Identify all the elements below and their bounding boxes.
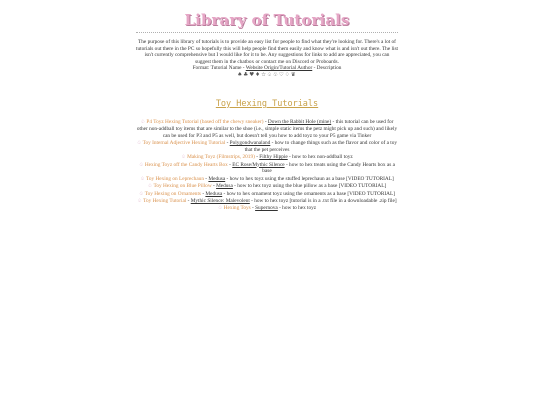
tutorial-name-link[interactable]: Toy Hexing Tutorial bbox=[143, 197, 187, 204]
star-icon: ♤ bbox=[137, 197, 142, 204]
page-title: Library of Tutorials bbox=[184, 11, 350, 29]
format-prefix: Format: Tutorial Name - bbox=[192, 65, 246, 72]
star-icon: ♤ bbox=[136, 139, 142, 146]
tutorial-author-link[interactable]: Mythic Silence: Malevolent bbox=[190, 197, 250, 204]
tutorial-author-link[interactable]: Medusa bbox=[205, 190, 223, 197]
tutorial-item: ♤ Toy Hexing on Blue Pillow - Medusa - how to hex toyz using the blue pillow as a base [VIDEO TUTORIAL] bbox=[147, 183, 387, 190]
tutorial-desc: - how to hex toyz [tutorial is in a .txt file in a downloadable .zip file] bbox=[249, 197, 397, 204]
tutorial-item: ♤ Toy Hexing on Leprechaun - Medusa - how to hex toyz using the stuffed leprechaun as a base [VIDEO TUTORIAL] bbox=[140, 175, 394, 182]
content-column bbox=[136, 10, 398, 212]
tutorial-desc: - how to hex toyz bbox=[277, 205, 317, 212]
tutorial-name-link[interactable]: Toy Hexing on Ornaments bbox=[144, 190, 201, 197]
format-suffix: - Description bbox=[312, 65, 342, 72]
tutorial-item bbox=[136, 205, 398, 211]
intro-text: The purpose of this library of tutorials is to provide an easy list for people to find what they're looking for. There's a lot of tutorials out there in the PC so hopefully this will help people find them easily and know what is and isn't out there. The list isn't currently comprehensive but I would like for it to be. Any suggestions for links to add are appreciated, you can suggest them in the chatbox or contact me on Discord or Proboards. bbox=[136, 39, 398, 65]
tutorial-desc: - how to hex toyz using the stuffed leprechaun as a base [VIDEO TUTORIAL] bbox=[225, 175, 394, 182]
tutorial-desc: - how to change things such as the flavor and color of a toy that the pet perceives bbox=[244, 139, 398, 153]
section-title: Toy Hexing Tutorials bbox=[215, 98, 319, 109]
star-icon: ♤ bbox=[140, 175, 145, 182]
tutorial-item: ♤ Toy Internal Adjective Hexing Tutorial - Polygondwanaland - how to change things such as the flavor and color of a toy that the pet perceives bbox=[136, 139, 398, 153]
format-line bbox=[136, 65, 398, 72]
tutorial-author-link[interactable]: EC Rose/Mythic Silence bbox=[232, 161, 285, 168]
tutorial-author-link[interactable]: Medusa bbox=[216, 183, 233, 190]
star-icon: ♤ bbox=[140, 118, 146, 125]
star-icon: ♤ bbox=[147, 183, 153, 190]
tutorial-item: ♤ Hexing Toyz off the Candy Hearts Box - EC Rose/Mythic Silence - how to hex treats using the Candy Hearts box as a base bbox=[139, 161, 395, 175]
tutorial-name-link[interactable]: Hexing Toyz off the Candy Hearts Box bbox=[144, 161, 228, 168]
tutorial-item: ♤ Making Toyz (Filmstrips, 2019) - Filthy Hippie - how to hex non-addball toyz bbox=[181, 154, 353, 161]
tutorial-item: ♤ Toy Hexing Tutorial - Mythic Silence: Malevolent - how to hex toyz [tutorial is in a .txt file in a downloadable .zip file] bbox=[137, 197, 397, 204]
tutorial-item: ♤ P4 Toyz Hexing Tutorial (based off the chewy sneaker) - Down the Rabbit Hole (mine) - this tutorial can be used for other non-addball toy items that are similar to the shoe (i.e., simple static items the petz might pick up and such) and likely can be used for P3 and P5 as well, but doesn't tell you how to add toyz to your P5 game via Tinker bbox=[136, 118, 398, 139]
star-icon: ♤ bbox=[139, 161, 144, 168]
star-icon: ♤ bbox=[181, 154, 186, 161]
tutorial-name-link[interactable]: Making Toyz (Filmstrips, 2019) bbox=[187, 154, 255, 161]
tutorial-desc: - how to hex toyz using the blue pillow as a base [VIDEO TUTORIAL] bbox=[232, 183, 387, 190]
tutorial-name-link[interactable]: Hexing Toys bbox=[223, 205, 251, 212]
tutorial-desc: - how to hex ornament toyz using the ornaments as a base [VIDEO TUTORIAL] bbox=[222, 190, 395, 197]
tutorial-name-link[interactable]: P4 Toyz Hexing Tutorial (based off the chewy sneaker) bbox=[146, 118, 264, 125]
tutorial-list bbox=[136, 119, 398, 211]
symbol-legend: ♠♣♥♦☆♤♧♡♢♛ bbox=[237, 71, 297, 78]
format-link[interactable]: Website Origin/Tutorial Author bbox=[245, 65, 313, 72]
intro-block bbox=[136, 39, 398, 79]
tutorial-author-link[interactable]: Supernova bbox=[255, 205, 278, 212]
tutorial-name-link[interactable]: Toy Hexing on Blue Pillow bbox=[153, 183, 212, 190]
tutorial-author-link[interactable]: Medusa bbox=[208, 175, 226, 182]
tutorial-name-link[interactable]: Toy Internal Adjective Hexing Tutorial bbox=[142, 139, 226, 146]
tutorial-item: ♤ Toy Hexing on Ornaments - Medusa - how to hex ornament toyz using the ornaments as a base [VIDEO TUTORIAL] bbox=[139, 190, 395, 197]
tutorial-desc: - this tutorial can be used for other non-addball toy items that are similar to the shoe (i.e., simple static items the petz might pick up and such) and likely can be used for P3 and P5 as well, but doesn't tell you how to add toyz to your P5 game via Tinker bbox=[136, 118, 398, 139]
tutorial-item-clipped: ♤ Hexing Toys - Supernova - how to hex toyz bbox=[217, 205, 317, 212]
star-icon: ♤ bbox=[139, 190, 144, 197]
tutorial-desc: - how to hex treats using the Candy Hearts box as a base bbox=[262, 161, 395, 175]
star-icon: ♤ bbox=[217, 205, 223, 212]
tutorial-name-link[interactable]: Toy Hexing on Leprechaun bbox=[145, 175, 204, 182]
tutorial-author-link[interactable]: Down the Rabbit Hole (mine) bbox=[267, 118, 332, 125]
title-divider bbox=[136, 32, 398, 33]
tutorial-desc: - how to hex non-addball toyz bbox=[287, 154, 353, 161]
tutorial-author-link[interactable]: Polygondwanaland bbox=[229, 139, 271, 146]
tutorial-author-link[interactable]: Filthy Hippie bbox=[259, 154, 288, 161]
